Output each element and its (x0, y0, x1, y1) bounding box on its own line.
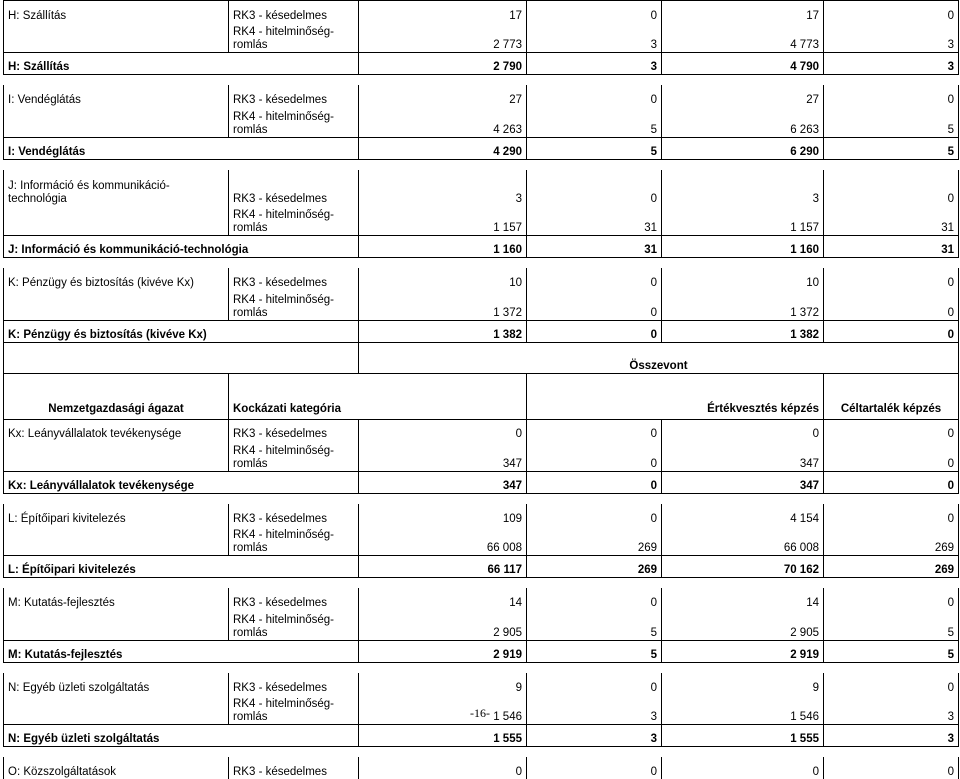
total-row (4, 236, 959, 258)
impairment-sub-value: 3 (527, 53, 662, 75)
table-row (4, 290, 959, 320)
table-row (4, 1, 959, 23)
impairment-value: 1 157 (359, 206, 527, 236)
table-row (4, 673, 959, 695)
provision-sub-value: 0 (824, 1, 959, 23)
provision-value: 347 (662, 441, 824, 471)
sector-cell (4, 526, 229, 556)
provision-sub-value: 0 (824, 471, 959, 493)
header-category: Kockázati kategória (229, 373, 527, 419)
provision-sub-value: 0 (824, 268, 959, 290)
provision-sub-value: 0 (824, 504, 959, 526)
impairment-value: 347 (359, 471, 527, 493)
impairment-sub-value: 0 (527, 290, 662, 320)
category-cell: RK3 - késedelmes (229, 170, 359, 206)
category-cell: RK3 - késedelmes (229, 757, 359, 779)
table-row (4, 23, 959, 53)
impairment-value: 66 008 (359, 526, 527, 556)
provision-value: 2 905 (662, 610, 824, 640)
impairment-sub-value: 0 (527, 471, 662, 493)
impairment-value: 9 (359, 673, 527, 695)
provision-sub-value: 0 (824, 757, 959, 779)
provision-sub-value: 0 (824, 170, 959, 206)
total-row (4, 320, 959, 342)
impairment-value: 14 (359, 588, 527, 610)
spacer-cell (4, 662, 959, 673)
impairment-value: 1 382 (359, 320, 527, 342)
provision-value: 4 154 (662, 504, 824, 526)
impairment-value: 1 372 (359, 290, 527, 320)
provision-value: 1 555 (662, 725, 824, 747)
spacer-cell (4, 747, 959, 758)
impairment-sub-value: 5 (527, 610, 662, 640)
provision-sub-value: 269 (824, 556, 959, 578)
total-row (4, 725, 959, 747)
table-row (4, 757, 959, 779)
impairment-sub-value: 31 (527, 236, 662, 258)
spacer-cell (4, 578, 959, 589)
impairment-value: 2 905 (359, 610, 527, 640)
provision-value: 4 790 (662, 53, 824, 75)
category-cell: RK3 - késedelmes (229, 673, 359, 695)
sector-cell: I: Vendéglátás (4, 137, 359, 159)
table-row (4, 170, 959, 206)
provision-value: 347 (662, 471, 824, 493)
table-row (4, 107, 959, 137)
table-body-bottom (4, 419, 959, 779)
impairment-sub-value: 0 (527, 170, 662, 206)
impairment-value: 4 290 (359, 137, 527, 159)
category-cell: RK4 - hitelminőség-romlás (229, 107, 359, 137)
total-row (4, 471, 959, 493)
provision-sub-value: 0 (824, 588, 959, 610)
impairment-value: 1 555 (359, 725, 527, 747)
provision-value: 70 162 (662, 556, 824, 578)
provision-sub-value: 5 (824, 610, 959, 640)
table-row (4, 206, 959, 236)
impairment-sub-value: 0 (527, 1, 662, 23)
table-row (4, 441, 959, 471)
sector-cell: J: Információ és kommunikáció-technológia (4, 170, 229, 206)
table-row (4, 268, 959, 290)
provision-sub-value: 0 (824, 441, 959, 471)
provision-value: 17 (662, 1, 824, 23)
category-cell: RK4 - hitelminőség-romlás (229, 441, 359, 471)
spacer-cell (4, 159, 959, 170)
spacer-row (4, 747, 959, 758)
impairment-sub-value: 0 (527, 85, 662, 107)
provision-sub-value: 0 (824, 419, 959, 441)
sector-cell: I: Vendéglátás (4, 85, 229, 107)
provision-value: 1 372 (662, 290, 824, 320)
provision-value: 1 546 (662, 695, 824, 725)
total-row (4, 53, 959, 75)
provision-sub-value: 31 (824, 206, 959, 236)
spacer-row (4, 578, 959, 589)
category-cell: RK3 - késedelmes (229, 588, 359, 610)
sector-cell (4, 290, 229, 320)
table-header (4, 342, 959, 419)
impairment-sub-value: 0 (527, 419, 662, 441)
category-cell: RK4 - hitelminőség-romlás (229, 290, 359, 320)
category-cell: RK4 - hitelminőség-romlás (229, 23, 359, 53)
impairment-value: 109 (359, 504, 527, 526)
header-columns-row (4, 373, 959, 419)
impairment-value: 2 919 (359, 640, 527, 662)
impairment-value: 0 (359, 757, 527, 779)
sector-cell: N: Egyéb üzleti szolgáltatás (4, 673, 229, 695)
category-cell: RK3 - késedelmes (229, 1, 359, 23)
sector-cell: M: Kutatás-fejlesztés (4, 588, 229, 610)
provision-sub-value: 3 (824, 53, 959, 75)
impairment-sub-value: 5 (527, 640, 662, 662)
impairment-sub-value: 0 (527, 588, 662, 610)
provision-sub-value: 3 (824, 23, 959, 53)
impairment-value: 3 (359, 170, 527, 206)
spacer-cell (4, 75, 959, 86)
provision-value: 27 (662, 85, 824, 107)
spacer-row (4, 662, 959, 673)
spacer-cell (4, 493, 959, 504)
category-cell: RK4 - hitelminőség-romlás (229, 206, 359, 236)
sector-cell: H: Szállítás (4, 53, 359, 75)
impairment-value: 17 (359, 1, 527, 23)
provision-sub-value: 0 (824, 85, 959, 107)
impairment-sub-value: 3 (527, 695, 662, 725)
impairment-sub-value: 3 (527, 23, 662, 53)
impairment-value: 2 773 (359, 23, 527, 53)
provision-value: 6 263 (662, 107, 824, 137)
provision-sub-value: 3 (824, 695, 959, 725)
impairment-sub-value: 0 (527, 504, 662, 526)
header-provision: Céltartalék képzés (824, 373, 959, 419)
provision-value: 0 (662, 419, 824, 441)
sector-cell (4, 441, 229, 471)
header-sector: Nemzetgazdasági ágazat (4, 373, 229, 419)
sector-cell (4, 610, 229, 640)
provision-sub-value: 269 (824, 526, 959, 556)
sector-cell (4, 23, 229, 53)
provision-sub-value: 0 (824, 320, 959, 342)
category-cell: RK4 - hitelminőség-romlás (229, 695, 359, 725)
table-row (4, 610, 959, 640)
table-row (4, 588, 959, 610)
sector-cell: Kx: Leányvállalatok tevékenysége (4, 419, 229, 441)
sector-cell: M: Kutatás-fejlesztés (4, 640, 359, 662)
sector-cell: K: Pénzügy és biztosítás (kivéve Kx) (4, 320, 359, 342)
provision-value: 1 160 (662, 236, 824, 258)
provision-value: 66 008 (662, 526, 824, 556)
spacer-row (4, 159, 959, 170)
total-row (4, 137, 959, 159)
impairment-value: 10 (359, 268, 527, 290)
provision-value: 9 (662, 673, 824, 695)
provision-sub-value: 5 (824, 137, 959, 159)
provision-sub-value: 5 (824, 640, 959, 662)
sector-cell (4, 206, 229, 236)
impairment-sub-value: 0 (527, 268, 662, 290)
impairment-sub-value: 0 (527, 673, 662, 695)
spacer-cell (4, 258, 959, 269)
impairment-value: 347 (359, 441, 527, 471)
sector-cell: L: Építőipari kivitelezés (4, 504, 229, 526)
impairment-sub-value: 5 (527, 137, 662, 159)
category-cell: RK4 - hitelminőség-romlás (229, 610, 359, 640)
impairment-value: 4 263 (359, 107, 527, 137)
provision-sub-value: 3 (824, 725, 959, 747)
header-impairment: Értékvesztés képzés (527, 373, 824, 419)
sector-cell: O: Közszolgáltatások (4, 757, 229, 779)
provision-value: 2 919 (662, 640, 824, 662)
total-row (4, 640, 959, 662)
provision-sub-value: 0 (824, 673, 959, 695)
sector-cell: K: Pénzügy és biztosítás (kivéve Kx) (4, 268, 229, 290)
impairment-sub-value: 3 (527, 725, 662, 747)
category-cell: RK3 - késedelmes (229, 504, 359, 526)
header-group-label: Összevont (359, 342, 959, 373)
provision-value: 0 (662, 757, 824, 779)
spacer-row (4, 493, 959, 504)
impairment-value: 0 (359, 419, 527, 441)
provision-sub-value: 0 (824, 290, 959, 320)
impairment-value: 66 117 (359, 556, 527, 578)
provision-value: 1 382 (662, 320, 824, 342)
provision-sub-value: 5 (824, 107, 959, 137)
page-number: -16- (470, 706, 490, 720)
impairment-sub-value: 0 (527, 441, 662, 471)
spacer-row (4, 75, 959, 86)
provision-value: 4 773 (662, 23, 824, 53)
sector-cell: H: Szállítás (4, 1, 229, 23)
sector-cell (4, 107, 229, 137)
header-group-row (4, 342, 959, 373)
risk-table (3, 0, 959, 779)
provision-value: 6 290 (662, 137, 824, 159)
impairment-value: 1 160 (359, 236, 527, 258)
impairment-value: 27 (359, 85, 527, 107)
impairment-sub-value: 269 (527, 556, 662, 578)
category-cell: RK4 - hitelminőség-romlás (229, 526, 359, 556)
impairment-sub-value: 5 (527, 107, 662, 137)
impairment-sub-value: 0 (527, 320, 662, 342)
table-row (4, 85, 959, 107)
sector-cell: L: Építőipari kivitelezés (4, 556, 359, 578)
total-row (4, 556, 959, 578)
category-cell: RK3 - késedelmes (229, 85, 359, 107)
impairment-sub-value: 31 (527, 206, 662, 236)
category-cell: RK3 - késedelmes (229, 268, 359, 290)
provision-value: 10 (662, 268, 824, 290)
sector-cell: N: Egyéb üzleti szolgáltatás (4, 725, 359, 747)
provision-value: 3 (662, 170, 824, 206)
sector-cell: Kx: Leányvállalatok tevékenysége (4, 471, 359, 493)
provision-sub-value: 31 (824, 236, 959, 258)
impairment-sub-value: 269 (527, 526, 662, 556)
provision-value: 1 157 (662, 206, 824, 236)
spacer-row (4, 258, 959, 269)
impairment-value: 1 546 (359, 695, 527, 725)
sector-cell: J: Információ és kommunikáció-technológia (4, 236, 359, 258)
impairment-sub-value: 0 (527, 757, 662, 779)
table-body-top (4, 1, 959, 343)
header-blank (4, 342, 359, 373)
impairment-value: 2 790 (359, 53, 527, 75)
table-row (4, 526, 959, 556)
category-cell: RK3 - késedelmes (229, 419, 359, 441)
table-row (4, 504, 959, 526)
provision-value: 14 (662, 588, 824, 610)
table-row (4, 419, 959, 441)
